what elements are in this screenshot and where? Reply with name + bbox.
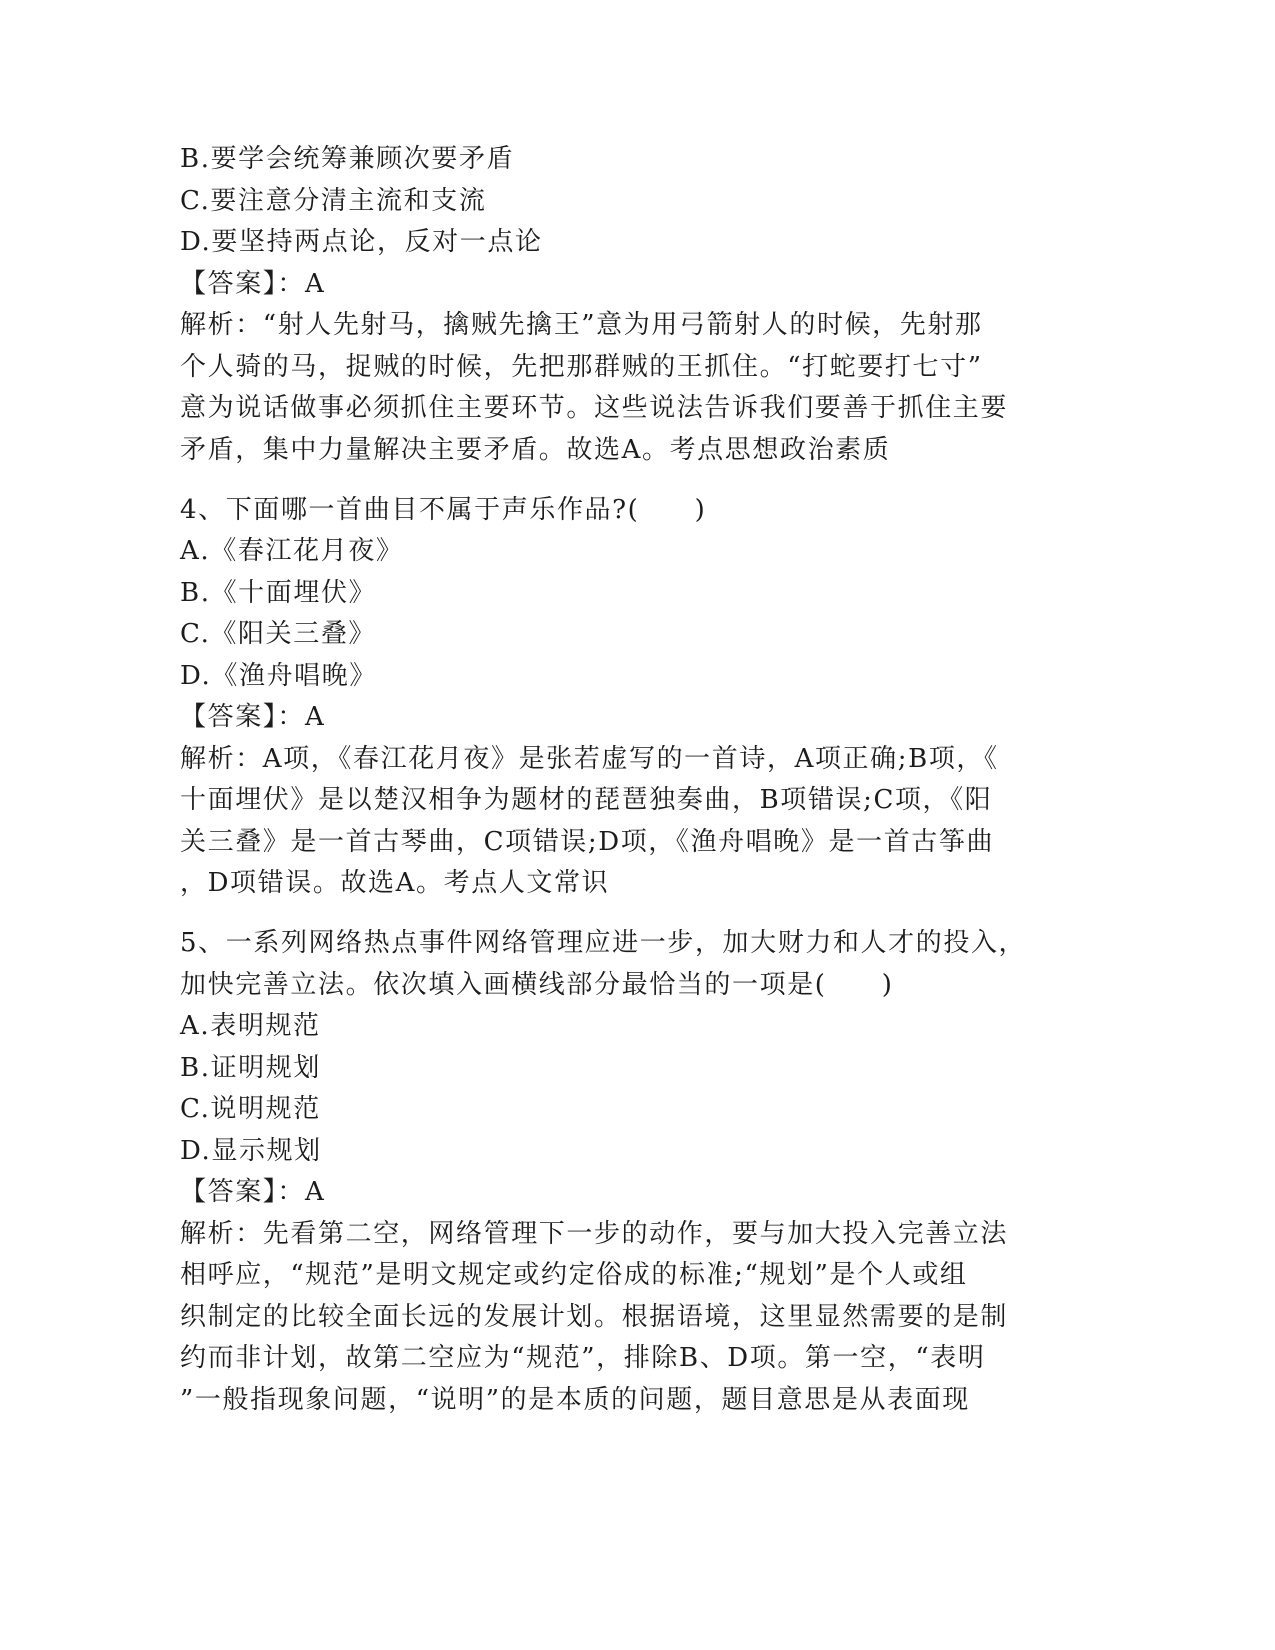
answer-line: 【答案】：A — [180, 268, 326, 299]
explanation-line: 织制定的比较全面长远的发展计划。根据语境，这里显然需要的是制 — [180, 1301, 1009, 1332]
explanation-line: 解析：先看第二空，网络管理下一步的动作，要与加大投入完善立法 — [180, 1218, 1009, 1249]
explanation-line: 意为说话做事必须抓住主要环节。这些说法告诉我们要善于抓住主要 — [180, 393, 1009, 423]
option-d: D.要坚持两点论，反对一点论 — [180, 227, 543, 257]
explanation-line: 解析：“射人先射马，擒贼先擒王”意为用弓箭射人的时候，先射那 — [180, 310, 983, 340]
option-d: D.《渔舟唱晚》 — [180, 660, 377, 691]
explanation-line: 约而非计划，故第二空应为“规范”，排除B、D项。第一空，“表明 — [180, 1343, 986, 1373]
answer-line: 【答案】：A — [180, 1177, 326, 1207]
option-b: B.《十面埋伏》 — [180, 577, 377, 608]
option-c: C.说明规范 — [180, 1094, 321, 1124]
explanation-line: 十面埋伏》是以楚汉相争为题材的琵琶独奏曲，B项错误;C项，《阳 — [180, 785, 993, 815]
option-c: C.《阳关三叠》 — [180, 619, 377, 649]
question-stem: 5、一系列网络热点事件网络管理应进一步，加大财力和人才的投入， — [180, 928, 1027, 958]
explanation-line: 矛盾，集中力量解决主要矛盾。故选A。考点思想政治素质 — [180, 434, 891, 465]
question-4 — [180, 490, 1080, 905]
option-b: B.证明规划 — [180, 1052, 321, 1083]
option-d: D.显示规划 — [180, 1135, 322, 1166]
question-3-continuation — [180, 139, 1080, 471]
question-stem: 加快完善立法。依次填入画横线部分最恰当的一项是( ) — [180, 969, 894, 1000]
option-a: A.表明规范 — [180, 1011, 321, 1041]
option-b: B.要学会统筹兼顾次要矛盾 — [180, 144, 515, 174]
explanation-line: ”一般指现象问题，“说明”的是本质的问题，题目意思是从表面现 — [180, 1384, 970, 1415]
explanation-line: 相呼应，“规范”是明文规定或约定俗成的标准;“规划”是个人或组 — [180, 1260, 968, 1290]
explanation-line: 个人骑的马，捉贼的时候，先把那群贼的王抓住。“打蛇要打七寸” — [180, 351, 983, 382]
question-stem: 4、下面哪一首曲目不属于声乐作品?( ) — [180, 494, 707, 525]
question-5 — [180, 923, 1080, 1421]
document-body — [180, 139, 1080, 1421]
explanation-line: 关三叠》是一首古琴曲，C项错误;D项，《渔舟唱晚》是一首古筝曲 — [180, 826, 995, 857]
option-c: C.要注意分清主流和支流 — [180, 185, 487, 216]
option-a: A.《春江花月夜》 — [180, 536, 404, 566]
explanation-line: ，D项错误。故选A。考点人文常识 — [180, 868, 610, 898]
explanation-line: 解析：A项，《春江花月夜》是张若虚写的一首诗，A项正确;B项，《 — [180, 743, 999, 774]
answer-line: 【答案】：A — [180, 702, 326, 732]
